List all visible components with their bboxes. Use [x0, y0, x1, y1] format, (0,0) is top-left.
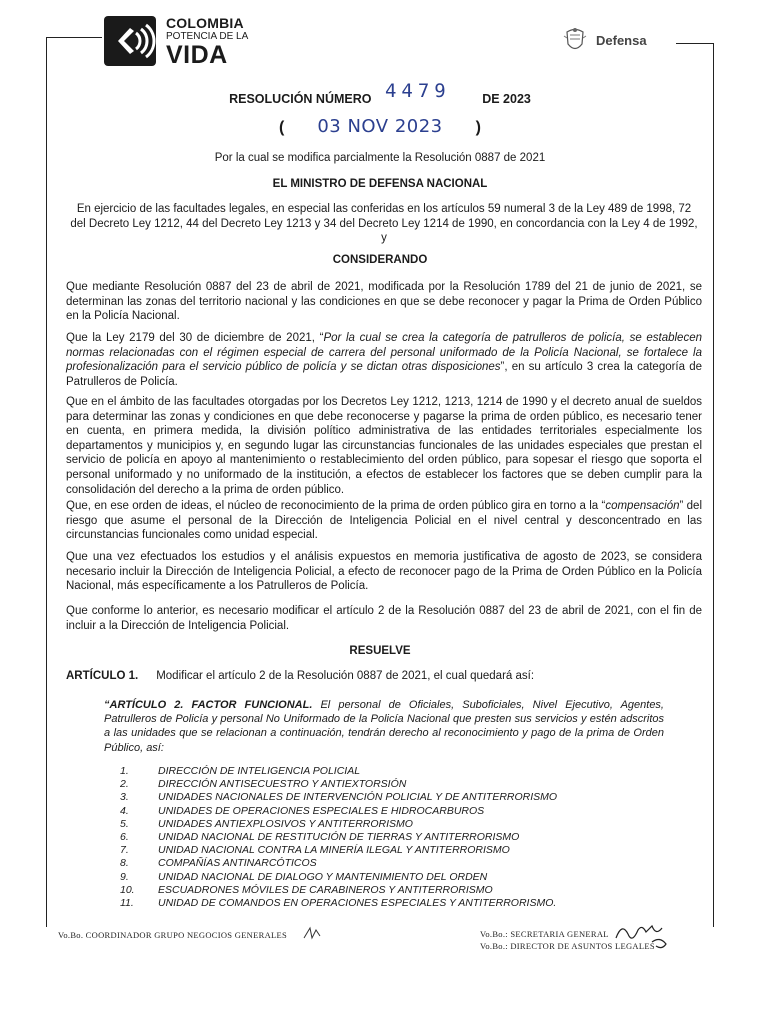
- vobo-secretaria-general: Vo.Bo.: SECRETARIA GENERAL: [480, 929, 609, 939]
- list-item-name: ESCUADRONES MÓVILES DE CARABINEROS Y ANTITERRORISMO: [158, 883, 493, 896]
- considerando-paragraph-4: [66, 499, 702, 543]
- p2-law-title: Por la cual se crea la categoría de patrulleros de policía, se establecen normas relacionadas con el régimen especial de carrera del personal uniformado de la Policía Nacional, se fortalece la profesionalización para el servicio público de policía y se dictan otras disposiciones: [66, 332, 702, 374]
- list-item-number: 1.: [120, 765, 129, 777]
- list-item-name: UNIDADES DE OPERACIONES ESPECIALES E HIDROCARBUROS: [158, 804, 485, 817]
- list-item: [120, 871, 680, 884]
- list-item-name: DIRECCIÓN DE INTELIGENCIA POLICIAL: [158, 765, 361, 777]
- list-item: [120, 857, 680, 870]
- list-item-name: COMPAÑÍAS ANTINARCÓTICOS: [158, 857, 317, 870]
- list-item-name: UNIDAD DE COMANDOS EN OPERACIONES ESPECIALES Y ANTITERRORISMO.: [158, 897, 557, 910]
- article-1-label: ARTÍCULO 1.: [66, 670, 139, 682]
- list-item-name: UNIDADES ANTIEXPLOSIVOS Y ANTITERRORISMO: [158, 817, 413, 830]
- resolution-date-line: [50, 116, 710, 137]
- logo-text-colombia: COLOMBIA: [166, 15, 244, 31]
- list-item-name: UNIDADES NACIONALES DE INTERVENCIÓN POLICIAL Y DE ANTITERRORISMO: [158, 791, 558, 804]
- list-item: [120, 897, 680, 910]
- preamble-paragraph: En ejercicio de las facultades legales, en especial las conferidas en los artículos 59 numeral 3 de la Ley 489 de 1998, 72 del Decreto Ley 1212, 44 del Decreto Ley 1213 y 34 del Decreto Ley 1214 de 1990, en concordancia con la Ley 4 de 1992, y: [70, 203, 698, 245]
- ministry-label: Defensa: [596, 33, 647, 48]
- list-item-number: 4.: [120, 804, 129, 817]
- list-item: [120, 791, 680, 804]
- list-item: [120, 818, 680, 831]
- list-item: [120, 831, 680, 844]
- list-item-number: 5.: [120, 817, 129, 830]
- logo-text-vida: VIDA: [166, 41, 228, 69]
- colombia-logo: [104, 14, 254, 70]
- list-item-name: UNIDAD NACIONAL DE RESTITUCIÓN DE TIERRAS Y ANTITERRORISMO: [158, 831, 520, 844]
- vobo-coordinador: Vo.Bo. COORDINADOR GRUPO NEGOCIOS GENERALES: [58, 930, 288, 940]
- considerando-paragraph-2: [66, 331, 702, 389]
- p4-compensacion: compensación: [605, 500, 680, 512]
- coat-of-arms-icon: [562, 26, 588, 56]
- list-item-name: UNIDAD NACIONAL DE DIALOGO Y MANTENIMIENTO DEL ORDEN: [158, 870, 488, 883]
- page-frame-right: [713, 43, 714, 927]
- resolution-subject: Por la cual se modifica parcialmente la Resolución 0887 de 2021: [214, 152, 546, 164]
- logo-text-potencia: POTENCIA DE LA: [166, 31, 249, 42]
- list-item-name: UNIDAD NACIONAL CONTRA LA MINERÍA ILEGAL Y ANTITERRORISMO: [158, 844, 510, 857]
- initials-signature-right: [612, 918, 672, 952]
- resolution-prefix: RESOLUCIÓN NÚMERO: [229, 92, 372, 106]
- date-close-paren: ): [475, 119, 481, 136]
- page-frame-left: [46, 37, 47, 927]
- date-stamp: 03 NOV 2023: [317, 116, 443, 137]
- date-open-paren: (: [279, 119, 285, 136]
- article-2-text: El personal de Oficiales, Suboficiales, Nivel Ejecutivo, Agentes, Patrulleros de Policía y personal No Uniformado de la Policía Nacional que presten sus servicios y estén adscritos a las unidades que se relacionan a continuación, tendrán derecho al reconocimiento y pago de la prima de Orden Público, así:: [104, 699, 664, 754]
- colombia-logo-icon: [104, 16, 156, 66]
- initials-signature-left: [302, 926, 322, 942]
- p4-text-a: Que, en ese orden de ideas, el núcleo de reconocimiento de la prima de orden público gira en torno a la “: [66, 500, 606, 512]
- resolution-number: 4479: [384, 80, 451, 102]
- considerando-paragraph-1: Que mediante Resolución 0887 del 23 de abril de 2021, modificada por la Resolución 1789 del 21 de junio de 2021, se determinan las zonas del territorio nacional y las condiciones en que se debe reconocer y pagar la Prima de Orden Público en la Policía Nacional.: [66, 281, 702, 323]
- list-item: [120, 844, 680, 857]
- article-1: [66, 670, 534, 682]
- list-item-number: 6.: [120, 831, 129, 844]
- page-frame-top-left: [46, 37, 102, 38]
- article-1-text: Modificar el artículo 2 de la Resolución 0887 de 2021, el cual quedará así:: [156, 670, 535, 682]
- issuer-heading: EL MINISTRO DE DEFENSA NACIONAL: [272, 178, 488, 190]
- p2-text-c: ”, en su artículo 3 crea la categoría de Patrulleros de Policía.: [66, 361, 702, 388]
- list-item-number: 8.: [120, 857, 129, 870]
- list-item: [120, 805, 680, 818]
- resuelve-heading: RESUELVE: [349, 645, 411, 657]
- list-item-name: DIRECCIÓN ANTISECUESTRO Y ANTIEXTORSIÓN: [158, 778, 407, 791]
- list-item: [120, 884, 680, 897]
- page-frame-top-right: [676, 43, 714, 44]
- list-item-number: 3.: [120, 791, 129, 804]
- p2-text-a: Que la Ley 2179 del 30 de diciembre de 2021, “: [66, 332, 324, 344]
- list-item-number: 9.: [120, 870, 129, 883]
- list-item: [120, 778, 680, 791]
- p4-text-c: ” del riesgo que asume el personal de la Dirección de Inteligencia Policial en el nivel central y desconcentrado en las circunstancias funcionales como unidad especial.: [66, 500, 702, 542]
- list-item-number: 2.: [120, 778, 129, 791]
- considerando-heading: CONSIDERANDO: [332, 254, 428, 266]
- article-2-quote: [104, 698, 664, 755]
- list-item-number: 7.: [120, 844, 129, 857]
- considerando-paragraph-3: Que en el ámbito de las facultades otorgadas por los Decretos Ley 1212, 1213, 1214 de 1990 y el decreto anual de sueldos para determinar las zonas y condiciones en que debe reconocerse y pagarse la prima de orden público, es necesario tener en cuenta, en primera medida, la división político administrativa de las entidades territoriales especialmente los departamentos y municipios y, en segundo lugar las circunstancias funcionales de las unidades especiales que prestan el servicio de policía en apoyo al mantenimiento o restablecimiento del orden público, para sopesar el riesgo que soporta el personal uniformado y no uniformado de la institución, a efectos de establecer los factores que se deben cumplir para la consolidación del derecho a la prima de orden público.: [66, 396, 702, 496]
- considerando-paragraph-5: Que una vez efectuados los estudios y el análisis expuestos en memoria justificativa de agosto de 2023, se considera necesario incluir la Dirección de Inteligencia Policial, a efecto de reconocer pago de la Prima de Orden Público en la Policía Nacional, más específicamente a los Patrulleros de Policía.: [66, 551, 702, 593]
- units-list: [120, 765, 680, 910]
- vobo-director-asuntos-legales: Vo.Bo.: DIRECTOR DE ASUNTOS LEGALES: [480, 941, 655, 951]
- list-item-number: 11.: [120, 897, 134, 910]
- list-item-number: 10.: [120, 883, 135, 896]
- article-2-label: “ARTÍCULO 2. FACTOR FUNCIONAL.: [104, 699, 313, 711]
- list-item: [120, 765, 680, 778]
- resolution-number-line: [50, 80, 710, 108]
- resolution-year: DE 2023: [482, 92, 531, 106]
- considerando-paragraph-6: Que conforme lo anterior, es necesario modificar el artículo 2 de la Resolución 0887 del 23 de abril de 2021, con el fin de incluir a la Dirección de Inteligencia Policial.: [66, 605, 702, 632]
